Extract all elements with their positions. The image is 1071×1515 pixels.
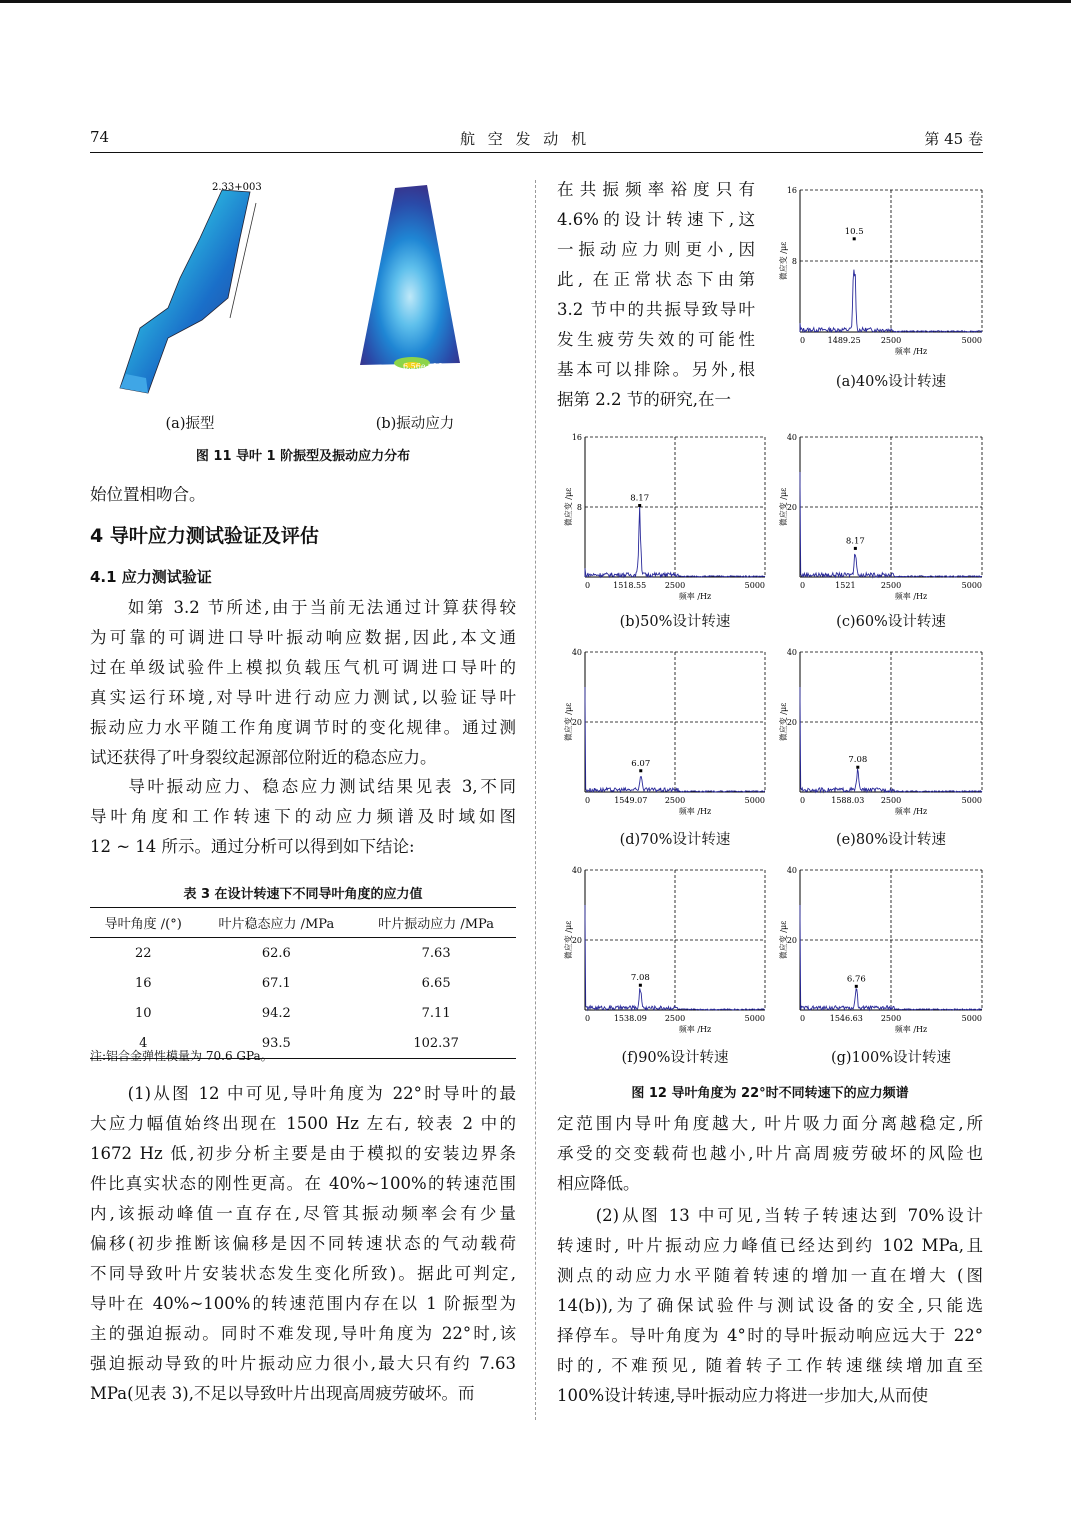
text-line: 如第 3.2 节所述,由于当前无法通过计算获得较 <box>90 598 516 617</box>
text-line: 内,该振动峰值一直存在,尽管其振动频率会有少量 <box>90 1204 516 1223</box>
text-line: 3.2 节中的共振导致导叶 <box>557 300 755 319</box>
top-rule <box>0 0 1071 3</box>
table-cell: 10 <box>134 1005 152 1021</box>
peak-label: 8.17 <box>845 536 865 547</box>
peak-label: 6.76 <box>846 974 866 985</box>
peak-marker <box>638 504 641 507</box>
text-line: 据第 2.2 节的研究,在一 <box>557 390 731 409</box>
table-cell: 62.6 <box>261 945 291 961</box>
x-tick-label: 2500 <box>664 581 686 590</box>
text-line: 不同导致叶片安装状态发生变化所致)。据此可判定, <box>90 1264 516 1283</box>
text-line: 试还获得了叶身裂纹起源部位附近的稳态应力。 <box>90 748 437 767</box>
text-line: 主的强迫振动。同时不难发现,导叶角度为 22°时,该 <box>90 1324 516 1343</box>
text-line: 定范围内导叶角度越大, 叶片吸力面分离越稳定,所 <box>557 1114 983 1133</box>
x-tick-label: 5000 <box>744 1014 765 1023</box>
x-tick-label: 0 <box>585 1014 591 1023</box>
y-tick-label: 20 <box>571 718 582 727</box>
x-tick-label: 1489.25 <box>827 336 861 345</box>
table3-header: 导叶角度 /(°) <box>90 908 196 938</box>
x-axis-label: 频率 /Hz <box>678 807 712 816</box>
text-line: 择停车。导叶角度为 4°时的导叶振动响应远大于 22° <box>557 1326 983 1345</box>
y-tick-label: 16 <box>571 433 582 442</box>
text-line: 相应降低。 <box>557 1174 640 1193</box>
x-tick-label: 2500 <box>880 336 902 345</box>
x-axis-label: 频率 /Hz <box>894 347 928 356</box>
fig12-caption: 图 12 导叶角度为 22°时不同转速下的应力频谱 <box>631 1086 909 1101</box>
chart-subtitle: (g)100%设计转速 <box>830 1050 952 1066</box>
table3 <box>90 907 516 1059</box>
table-row <box>90 968 516 998</box>
x-tick-label: 2500 <box>880 796 902 805</box>
chart-subtitle: (f)90%设计转速 <box>621 1050 729 1066</box>
text-line: 测点的动应力水平随着转速的增加一直在增大 (图 <box>557 1266 983 1285</box>
text-line: 为可靠的可调进口导叶振动响应数据,因此,本文通 <box>90 628 516 647</box>
chart-subtitle: (a)40%设计转速 <box>835 374 947 390</box>
y-tick-label: 40 <box>786 433 797 442</box>
table-cell: 102.37 <box>356 1028 516 1059</box>
y-axis-label: 微应变 /με <box>779 702 788 742</box>
text-line: 4.6%的设计转速下,这 <box>557 210 755 229</box>
x-axis-label: 频率 /Hz <box>894 807 928 816</box>
text-line: MPa(见表 3),不足以导致叶片出现高周疲劳破坏。而 <box>90 1384 475 1403</box>
x-tick-label: 0 <box>800 1014 806 1023</box>
x-tick-label: 1546.63 <box>829 1014 863 1023</box>
text-line: 1672 Hz 低,初步分析主要是由于模拟的安装边界条 <box>90 1144 516 1163</box>
table3-title: 表 3 在设计转速下不同导叶角度的应力值 <box>183 887 423 902</box>
text-line: (2)从图 13 中可见,当转子转速达到 70%设计 <box>557 1206 983 1225</box>
table-cell: 4 <box>90 1028 196 1059</box>
header-rule <box>90 152 983 153</box>
text-line: 基本可以排除。另外,根 <box>557 360 755 379</box>
y-axis-label: 微应变 /με <box>564 920 573 960</box>
y-tick-label: 40 <box>786 648 797 657</box>
y-axis-label: 微应变 /με <box>779 487 788 527</box>
peak-marker <box>853 237 856 240</box>
peak-marker <box>855 985 858 988</box>
chart-subtitle: (d)70%设计转速 <box>619 832 731 848</box>
x-tick-label: 0 <box>800 581 806 590</box>
y-tick-label: 8 <box>791 257 797 266</box>
text-line: 此, 在正常状态下由第 <box>557 270 755 289</box>
chart-subtitle: (e)80%设计转速 <box>835 832 947 848</box>
y-axis-label: 微应变 /με <box>779 920 788 960</box>
table-cell: 7.11 <box>421 1005 451 1021</box>
text-line: 导叶振动应力、稳态应力测试结果见表 3,不同 <box>90 777 516 796</box>
table-row <box>90 938 516 969</box>
table-cell: 67.1 <box>261 975 291 991</box>
text-line: 振动应力水平随工作角度调节时的变化规律。通过测 <box>90 718 516 737</box>
x-tick-label: 5000 <box>961 1014 982 1023</box>
text-line: 导叶在 40%~100%的转速范围内存在以 1 阶振型为 <box>90 1294 516 1313</box>
peak-marker <box>639 984 642 987</box>
fig11-sub-b: (b)振动应力 <box>375 416 455 432</box>
x-tick-label: 0 <box>800 336 806 345</box>
text-line: 14(b)),为了确保试验件与测试设备的安全,只能选 <box>557 1296 983 1315</box>
y-tick-label: 16 <box>786 186 797 195</box>
fig11-caption: 图 11 导叶 1 阶振型及振动应力分布 <box>195 449 411 464</box>
x-tick-label: 1549.07 <box>614 796 648 805</box>
text-line: (1)从图 12 中可见,导叶角度为 22°时导叶的最 <box>90 1084 516 1103</box>
y-tick-label: 20 <box>786 718 797 727</box>
section-4-1-heading: 4.1 应力测试验证 <box>90 568 212 586</box>
y-tick-label: 20 <box>786 936 797 945</box>
table-row <box>90 998 516 1028</box>
chart-subtitle: (b)50%设计转速 <box>619 614 731 630</box>
y-tick-label: 40 <box>786 866 797 875</box>
fig11-stress-dist <box>355 185 470 380</box>
y-tick-label: 40 <box>571 866 582 875</box>
x-tick-label: 1588.03 <box>831 796 865 805</box>
x-axis-label: 频率 /Hz <box>678 592 712 601</box>
peak-label: 10.5 <box>844 226 864 237</box>
spectrum-chart-2 <box>772 429 994 609</box>
peak-marker <box>856 766 859 769</box>
peak-marker <box>854 547 857 550</box>
peak-label: 7.08 <box>848 755 868 766</box>
spectrum-chart-1 <box>557 429 777 609</box>
x-tick-label: 0 <box>585 796 591 805</box>
text-line: 真实运行环境,对导叶进行动应力测试,以验证导叶 <box>90 688 516 707</box>
x-axis-label: 频率 /Hz <box>894 1025 928 1034</box>
spectrum-chart-3 <box>557 644 777 824</box>
x-tick-label: 5000 <box>961 336 982 345</box>
table-cell: 6.65 <box>421 975 451 991</box>
text-line: 100%设计转速,导叶振动应力将进一步加大,从而使 <box>557 1386 929 1405</box>
peak-label: 6.07 <box>631 758 651 769</box>
table-cell: 7.63 <box>421 945 451 961</box>
peak-label: 7.08 <box>630 973 650 984</box>
chart-subtitle: (c)60%设计转速 <box>836 614 946 630</box>
table-cell: 16 <box>134 975 152 991</box>
text-line: 导叶角度和工作转速下的动应力频谱及时域如图 <box>90 807 516 826</box>
svg-text:6.56e+06: 6.56e+06 <box>403 362 443 371</box>
y-axis-label: 微应变 /με <box>779 241 788 281</box>
text-line: 发生疲劳失效的可能性 <box>557 330 755 349</box>
table-cell: 94.2 <box>261 1005 291 1021</box>
x-tick-label: 0 <box>585 581 591 590</box>
table3-header: 叶片稳态应力 /MPa <box>196 908 356 938</box>
spectrum-chart-0 <box>772 182 994 364</box>
spectrum-chart-6 <box>772 862 994 1042</box>
table-cell: 22 <box>134 945 152 961</box>
y-axis-label: 微应变 /με <box>564 702 573 742</box>
page-number: 74 <box>90 128 110 146</box>
spectrum-chart-5 <box>557 862 777 1042</box>
table-cell: 93.5 <box>196 1028 356 1059</box>
text-line: 在共振频率裕度只有 <box>557 180 755 199</box>
x-tick-label: 1518.55 <box>613 581 647 590</box>
text-line: 承受的交变载荷也越小,叶片高周疲劳破坏的风险也 <box>557 1144 983 1163</box>
peak-marker <box>639 769 642 772</box>
x-axis-label: 频率 /Hz <box>894 592 928 601</box>
x-tick-label: 5000 <box>961 581 982 590</box>
text-line: 一振动应力则更小,因 <box>557 240 755 259</box>
spectrum-trace <box>585 506 765 577</box>
x-tick-label: 1538.09 <box>613 1014 647 1023</box>
x-tick-label: 2500 <box>664 796 686 805</box>
text-line: 转速时, 叶片振动应力峰值已经达到约 102 MPa,且 <box>557 1236 983 1255</box>
section-4-heading: 4 导叶应力测试验证及评估 <box>90 525 319 547</box>
column-divider <box>535 180 536 1420</box>
continuation-text: 始位置相吻合。 <box>90 485 206 504</box>
text-line: 12 ~ 14 所示。通过分析可以得到如下结论: <box>90 837 415 856</box>
x-tick-label: 2500 <box>664 1014 686 1023</box>
text-line: 过在单级试验件上模拟负载压气机可调进口导叶的 <box>90 658 516 677</box>
fig11-sub-a: (a)振型 <box>165 416 215 432</box>
x-tick-label: 1521 <box>835 581 856 590</box>
y-tick-label: 40 <box>571 648 582 657</box>
volume-label: 第 45 卷 <box>924 130 983 148</box>
text-line: 时的, 不难预见, 随着转子工作转速继续增加直至 <box>557 1356 983 1375</box>
text-line: 件比真实状态的刚性更高。在 40%~100%的转速范围 <box>90 1174 516 1193</box>
spectrum-chart-4 <box>772 644 994 824</box>
x-tick-label: 2500 <box>880 581 902 590</box>
table3-note: 注:铝合金弹性模量为 70.6 GPa。 <box>90 1049 273 1063</box>
x-tick-label: 5000 <box>744 581 765 590</box>
journal-title: 航 空 发 动 机 <box>460 130 591 148</box>
x-tick-label: 0 <box>800 796 806 805</box>
svg-text:2.33+003: 2.33+003 <box>212 182 262 193</box>
peak-label: 8.17 <box>630 493 650 504</box>
fig11-mode-shape <box>110 178 280 403</box>
text-line: 偏移(初步推断该偏移是因不同转速状态的气动载荷 <box>90 1234 516 1253</box>
text-line: 强迫振动导致的叶片振动应力很小,最大只有约 7.63 <box>90 1354 516 1373</box>
y-axis-label: 微应变 /με <box>564 487 573 527</box>
x-tick-label: 2500 <box>880 1014 902 1023</box>
text-line: 大应力幅值始终出现在 1500 Hz 左右, 较表 2 中的 <box>90 1114 516 1133</box>
y-tick-label: 20 <box>571 936 582 945</box>
x-tick-label: 5000 <box>744 796 765 805</box>
table3-header: 叶片振动应力 /MPa <box>356 908 516 938</box>
x-axis-label: 频率 /Hz <box>678 1025 712 1034</box>
x-tick-label: 5000 <box>961 796 982 805</box>
y-tick-label: 8 <box>576 503 582 512</box>
y-tick-label: 20 <box>786 503 797 512</box>
